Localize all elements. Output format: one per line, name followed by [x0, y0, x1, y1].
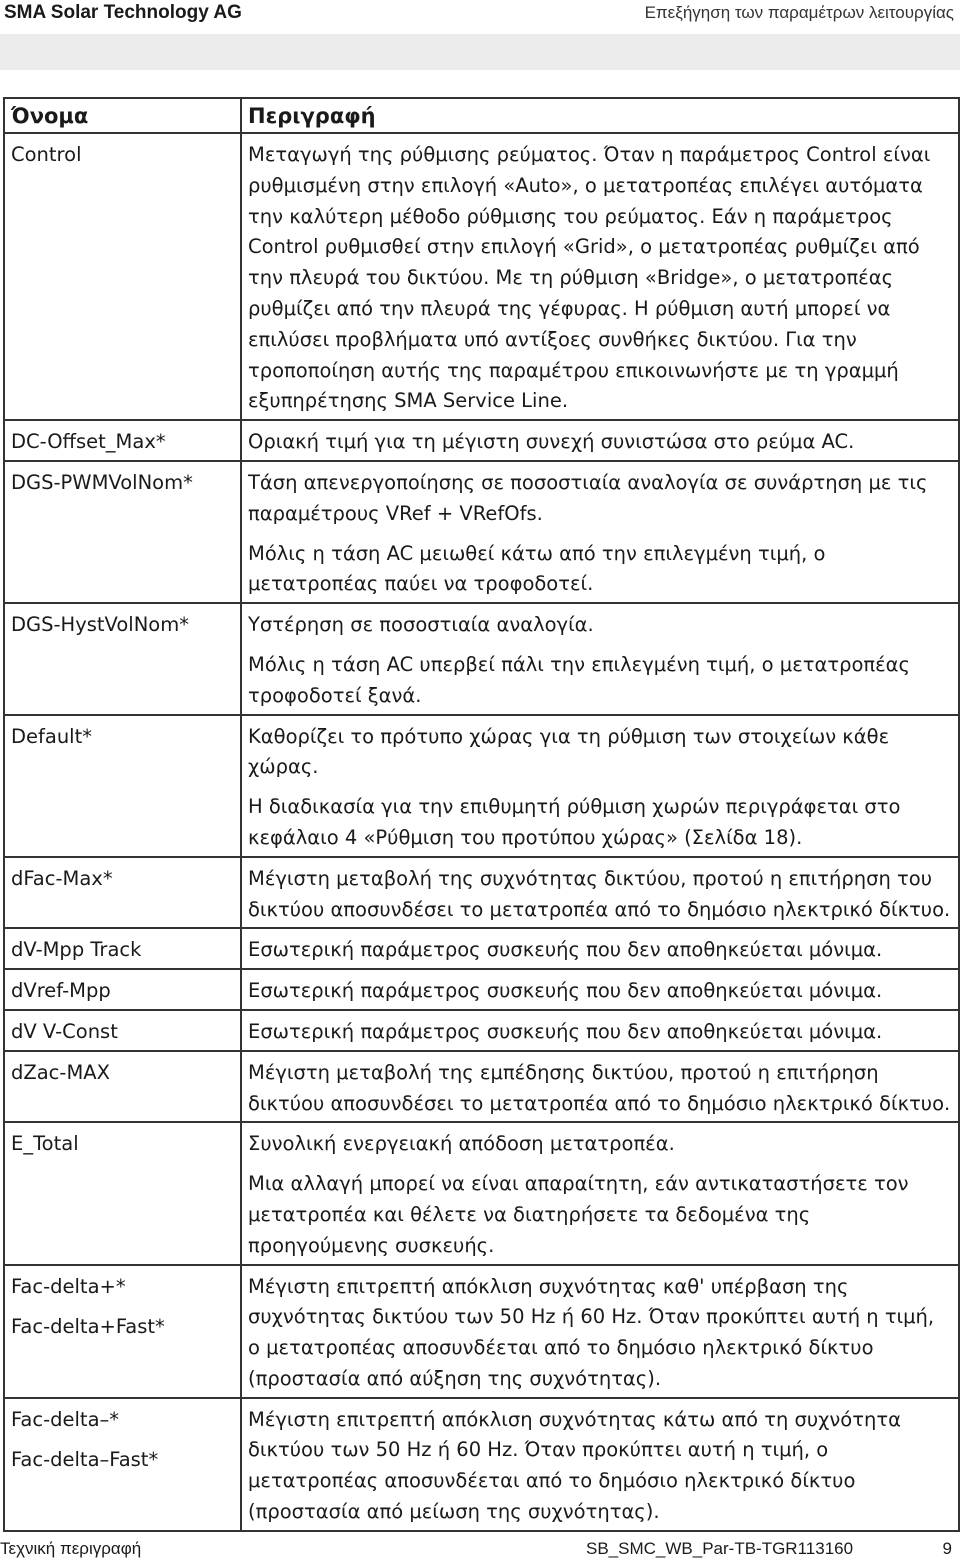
description-paragraph: Καθορίζει το πρότυπο χώρας για τη ρύθμιση των στοιχείων κάθε χώρας.	[248, 724, 890, 779]
parameter-name: dV-Mpp Track	[11, 938, 142, 962]
parameter-name: Default*	[11, 724, 92, 748]
parameter-name: DGS-PWMVolNom*	[11, 470, 193, 494]
parameter-name: E_Total	[11, 1132, 79, 1156]
parameters-table	[3, 97, 960, 1532]
table-row	[4, 1010, 959, 1051]
parameter-name-cell	[4, 715, 241, 857]
description-paragraph: Μέγιστη επιτρεπτή απόκλιση συχνότητας καθ' υπέρβαση της συχνότητας δικτύου των 50 Hz ή 60 Hz. Όταν προκύπτει αυτή η τιμή, ο μετατροπέας αποσυνδέεται από το δημόσιο ηλεκτρικό δίκτυο (προστασία από αύξηση της συχνότητας).	[248, 1274, 935, 1390]
parameter-description-cell	[241, 603, 959, 714]
description-paragraph: Μέγιστη μεταβολή της εμπέδησης δικτύου, προτού η επιτήρηση δικτύου αποσυνδέσει το μετατροπέα από το δημόσιο ηλεκτρικό δίκτυο.	[248, 1060, 951, 1115]
parameter-name: dFac-Max*	[11, 866, 113, 890]
parameter-description-cell	[241, 420, 959, 461]
parameter-name-cell	[4, 1265, 241, 1398]
table-row	[4, 928, 959, 969]
parameter-name-cell	[4, 1051, 241, 1123]
parameter-description-cell	[241, 1010, 959, 1051]
description-paragraph: Συνολική ενεργειακή απόδοση μετατροπέα.	[248, 1132, 675, 1156]
description-paragraph: Μόλις η τάση AC υπερβεί πάλι την επιλεγμένη τιμή, ο μετατροπέας τροφοδοτεί ξανά.	[248, 652, 910, 707]
parameter-description-cell	[241, 1265, 959, 1398]
description-paragraph: Η διαδικασία για την επιθυμητή ρύθμιση χωρών περιγράφεται στο κεφάλαιο 4 «Ρύθμιση του προτύπου χώρας» (Σελίδα 18).	[248, 795, 901, 849]
parameter-name: DC-Offset_Max*	[11, 430, 166, 454]
parameter-name-cell	[4, 603, 241, 714]
table-row	[4, 969, 959, 1010]
description-paragraph: Μεταγωγή της ρύθμισης ρεύματος. Όταν η παράμετρος Control είναι ρυθμισμένη στην επιλογή «Auto», ο μετατροπέας επιλέγει αυτόματα την καλύτερη μέθοδο ρύθμισης του ρεύματος. Εάν η παράμετρος Control ρυθμισθεί στην επιλογή «Grid», ο μετατροπέας ρυθμίζει από την πλευρά του δικτύου. Με τη ρύθμιση «Bridge», ο μετατροπέας ρυθμίζει από την πλευρά της γέφυρας. Η ρύθμιση αυτή μπορεί να επιλύσει προβλήματα υπό αντίξοες συνθήκες δικτύου. Για την τροποποίηση αυτής της παραμέτρου επικοινωνήστε με τη γραμμή εξυπηρέτησης SMA Service Line.	[248, 143, 931, 413]
table-row	[4, 1398, 959, 1531]
parameter-name-cell	[4, 928, 241, 969]
table-row	[4, 461, 959, 603]
parameter-description-cell	[241, 1051, 959, 1123]
parameter-name: dV V-Const	[11, 1019, 118, 1043]
header-band	[0, 34, 960, 70]
description-paragraph: Μέγιστη μεταβολή της συχνότητας δικτύου, προτού η επιτήρηση του δικτύου αποσυνδέσει το μετατροπέα από το δημόσιο ηλεκτρικό δίκτυο.	[248, 866, 951, 921]
parameter-name-cell	[4, 133, 241, 420]
parameter-name: Fac-delta+Fast*	[11, 1314, 165, 1338]
table-header-row	[4, 98, 959, 133]
table-row	[4, 1265, 959, 1398]
parameter-name: Fac-delta+*	[11, 1274, 126, 1298]
description-paragraph: Εσωτερική παράμετρος συσκευής που δεν αποθηκεύεται μόνιμα.	[248, 938, 883, 962]
parameter-description-cell	[241, 715, 959, 857]
column-header-description: Περιγραφή	[241, 98, 959, 133]
page-header	[0, 0, 960, 30]
description-paragraph: Τάση απενεργοποίησης σε ποσοστιαία αναλογία σε συνάρτηση με τις παραμέτρους VRef + VRefOfs.	[248, 470, 928, 525]
parameter-description-cell	[241, 1122, 959, 1264]
parameter-name: Control	[11, 143, 82, 166]
parameter-description-cell	[241, 857, 959, 929]
parameter-description-cell	[241, 133, 959, 420]
parameter-name-cell	[4, 461, 241, 603]
table-row	[4, 420, 959, 461]
parameter-description-cell	[241, 928, 959, 969]
company-name: SMA Solar Technology AG	[4, 2, 242, 23]
description-paragraph: Μια αλλαγή μπορεί να είναι απαραίτητη, εάν αντικαταστήσετε τον μετατροπέα και θέλετε να διατηρήσετε τα δεδομένα της προηγούμενης συσκευής.	[248, 1172, 909, 1257]
page-number: 9	[942, 1539, 952, 1558]
footer-doc-id: SB_SMC_WB_Par-TB-TGR113160	[586, 1539, 854, 1558]
section-title: Επεξήγηση των παραμέτρων λειτουργίας	[644, 3, 954, 22]
parameter-description-cell	[241, 1398, 959, 1531]
table-row	[4, 603, 959, 714]
description-paragraph: Οριακή τιμή για τη μέγιστη συνεχή συνιστώσα στο ρεύμα AC.	[248, 430, 855, 454]
parameter-name: dZac-MAX	[11, 1060, 110, 1084]
table-row	[4, 1122, 959, 1264]
parameter-name: Fac-delta–*	[11, 1407, 120, 1431]
parameter-name: Fac-delta–Fast*	[11, 1447, 159, 1471]
parameter-name-cell	[4, 1122, 241, 1264]
parameter-name: DGS-HystVolNom*	[11, 613, 189, 637]
parameter-name-cell	[4, 857, 241, 929]
parameter-description-cell	[241, 461, 959, 603]
description-paragraph: Εσωτερική παράμετρος συσκευής που δεν αποθηκεύεται μόνιμα.	[248, 979, 883, 1003]
table-row	[4, 1051, 959, 1123]
parameter-name-cell	[4, 420, 241, 461]
description-paragraph: Μόλις η τάση AC μειωθεί κάτω από την επιλεγμένη τιμή, ο μετατροπέας παύει να τροφοδοτεί.	[248, 541, 826, 596]
parameter-name-cell	[4, 969, 241, 1010]
table-row	[4, 133, 959, 420]
table-row	[4, 715, 959, 857]
parameter-name-cell	[4, 1398, 241, 1531]
parameter-description-cell	[241, 969, 959, 1010]
parameter-name-cell	[4, 1010, 241, 1051]
page-footer	[0, 1535, 960, 1561]
column-header-name: Όνομα	[4, 98, 241, 133]
description-paragraph: Υστέρηση σε ποσοστιαία αναλογία.	[248, 613, 594, 637]
description-paragraph: Μέγιστη επιτρεπτή απόκλιση συχνότητας κάτω από τη συχνότητα δικτύου των 50 Hz ή 60 Hz. Όταν προκύπτει αυτή η τιμή, ο μετατροπέας αποσυνδέεται από το δημόσιο ηλεκτρικό δίκτυο (προστασία από μείωση της συχνότητας).	[248, 1407, 901, 1524]
footer-doc-type: Τεχνική περιγραφή	[0, 1539, 142, 1558]
parameter-name: dVref-Mpp	[11, 979, 111, 1003]
table-row	[4, 857, 959, 929]
description-paragraph: Εσωτερική παράμετρος συσκευής που δεν αποθηκεύεται μόνιμα.	[248, 1019, 883, 1043]
